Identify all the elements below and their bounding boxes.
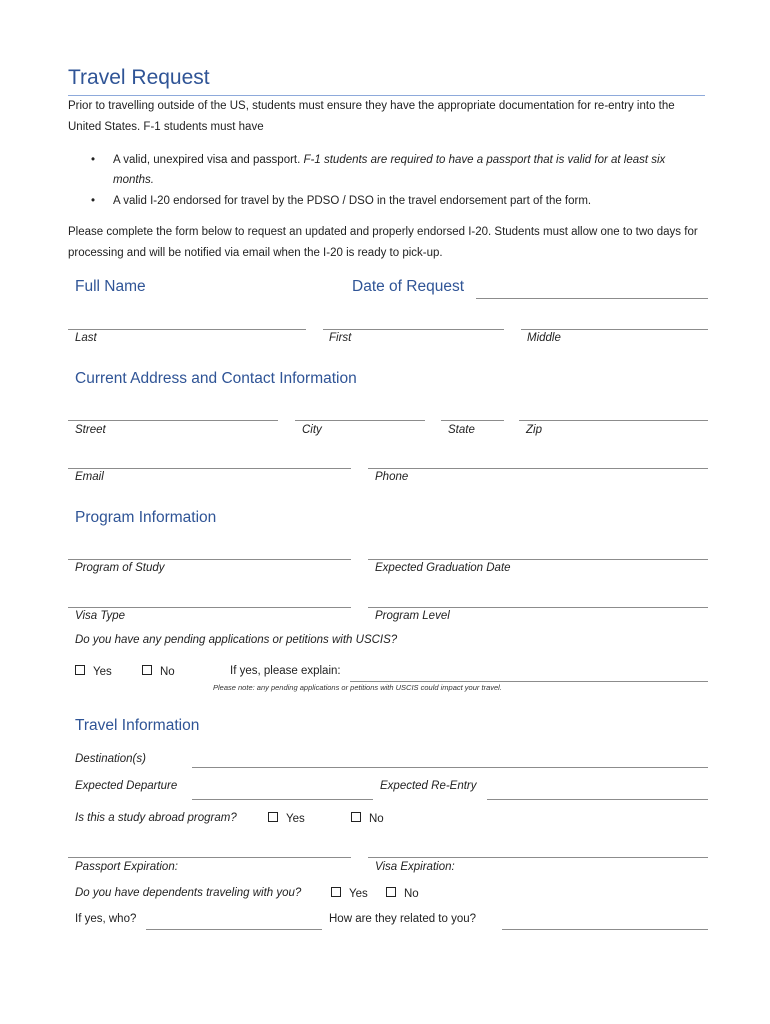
middle-name-field[interactable] bbox=[521, 329, 708, 330]
first-name-field[interactable] bbox=[323, 329, 504, 330]
state-field[interactable] bbox=[441, 420, 504, 421]
visa-expiration-label: Visa Expiration: bbox=[375, 861, 455, 873]
study-abroad-no-option[interactable] bbox=[351, 812, 384, 825]
explain-field[interactable] bbox=[350, 681, 708, 682]
zip-field[interactable] bbox=[519, 420, 708, 421]
page-title: Travel Request bbox=[68, 66, 210, 89]
study-abroad-yes-option[interactable] bbox=[268, 812, 305, 825]
first-label: First bbox=[329, 332, 352, 344]
state-label: State bbox=[448, 424, 475, 436]
visa-type-field[interactable] bbox=[68, 607, 351, 608]
full-name-heading: Full Name bbox=[75, 278, 146, 295]
last-label: Last bbox=[75, 332, 97, 344]
bullet-visa-passport bbox=[91, 150, 708, 190]
phone-field[interactable] bbox=[368, 468, 708, 469]
dependents-who-field[interactable] bbox=[146, 929, 322, 930]
checkbox-icon[interactable] bbox=[75, 665, 85, 675]
if-yes-who-label: If yes, who? bbox=[75, 913, 137, 925]
address-heading: Current Address and Contact Information bbox=[75, 370, 357, 387]
checkbox-icon[interactable] bbox=[142, 665, 152, 675]
email-label: Email bbox=[75, 471, 104, 483]
study-abroad-no-label: No bbox=[369, 813, 384, 825]
reentry-field[interactable] bbox=[487, 799, 708, 800]
email-field[interactable] bbox=[68, 468, 351, 469]
dependents-question: Do you have dependents traveling with you? bbox=[75, 887, 302, 899]
bullet-i20-text: A valid I-20 endorsed for travel by the PDSO / DSO in the travel endorsement part of the form. bbox=[113, 195, 592, 207]
graduation-date-field[interactable] bbox=[368, 559, 708, 560]
bullet-visa-italic: F-1 students are required to have a passport that is valid for at least six months. bbox=[113, 154, 666, 186]
explain-label: If yes, please explain: bbox=[230, 665, 341, 677]
pending-yes-option[interactable] bbox=[75, 665, 112, 678]
departure-field[interactable] bbox=[192, 799, 373, 800]
city-field[interactable] bbox=[295, 420, 425, 421]
street-label: Street bbox=[75, 424, 106, 436]
program-level-field[interactable] bbox=[368, 607, 708, 608]
relation-field[interactable] bbox=[502, 929, 708, 930]
dependents-yes-option[interactable] bbox=[331, 887, 368, 900]
bullet-visa-text: A valid, unexpired visa and passport. bbox=[113, 154, 304, 166]
pending-no-option[interactable] bbox=[142, 665, 175, 678]
reentry-label: Expected Re-Entry bbox=[380, 780, 477, 792]
visa-type-label: Visa Type bbox=[75, 610, 126, 622]
dependents-no-option[interactable] bbox=[386, 887, 419, 900]
passport-expiration-field[interactable] bbox=[68, 857, 351, 858]
passport-expiration-label: Passport Expiration: bbox=[75, 861, 178, 873]
program-of-study-label: Program of Study bbox=[75, 562, 165, 574]
travel-heading: Travel Information bbox=[75, 717, 200, 734]
uscis-note: Please note: any pending applications or petitions with USCIS could impact your travel. bbox=[213, 683, 502, 692]
pending-question: Do you have any pending applications or petitions with USCIS? bbox=[75, 634, 398, 646]
program-level-label: Program Level bbox=[375, 610, 450, 622]
dependents-yes-label: Yes bbox=[349, 888, 368, 900]
visa-expiration-field[interactable] bbox=[368, 857, 708, 858]
bullet-dot: • bbox=[91, 154, 96, 166]
phone-label: Phone bbox=[375, 471, 409, 483]
checkbox-icon[interactable] bbox=[268, 812, 278, 822]
destinations-label: Destination(s) bbox=[75, 753, 146, 765]
city-label: City bbox=[302, 424, 322, 436]
study-abroad-yes-label: Yes bbox=[286, 813, 305, 825]
program-of-study-field[interactable] bbox=[68, 559, 351, 560]
study-abroad-question: Is this a study abroad program? bbox=[75, 812, 237, 824]
street-field[interactable] bbox=[68, 420, 278, 421]
checkbox-icon[interactable] bbox=[351, 812, 361, 822]
relation-label: How are they related to you? bbox=[329, 913, 477, 925]
instructions-paragraph: Please complete the form below to request an updated and properly endorsed I-20. Students must allow one to two days for processing and will be notified via email when the I-20 is ready to pick-up. bbox=[68, 226, 698, 259]
intro-paragraph: Prior to travelling outside of the US, students must ensure they have the appropriate documentation for re-entry into the United States. F-1 students must have bbox=[68, 100, 675, 133]
bullet-i20 bbox=[91, 191, 708, 211]
middle-label: Middle bbox=[527, 332, 561, 344]
date-of-request-field[interactable] bbox=[476, 298, 708, 299]
departure-label: Expected Departure bbox=[75, 780, 178, 792]
pending-yes-label: Yes bbox=[93, 666, 112, 678]
date-of-request-label: Date of Request bbox=[352, 278, 465, 295]
checkbox-icon[interactable] bbox=[331, 887, 341, 897]
bullet-dot: • bbox=[91, 195, 96, 207]
dependents-no-label: No bbox=[404, 888, 419, 900]
zip-label: Zip bbox=[526, 424, 542, 436]
graduation-date-label: Expected Graduation Date bbox=[375, 562, 511, 574]
last-name-field[interactable] bbox=[68, 329, 306, 330]
destinations-field[interactable] bbox=[192, 767, 708, 768]
pending-no-label: No bbox=[160, 666, 175, 678]
checkbox-icon[interactable] bbox=[386, 887, 396, 897]
program-heading: Program Information bbox=[75, 509, 217, 526]
